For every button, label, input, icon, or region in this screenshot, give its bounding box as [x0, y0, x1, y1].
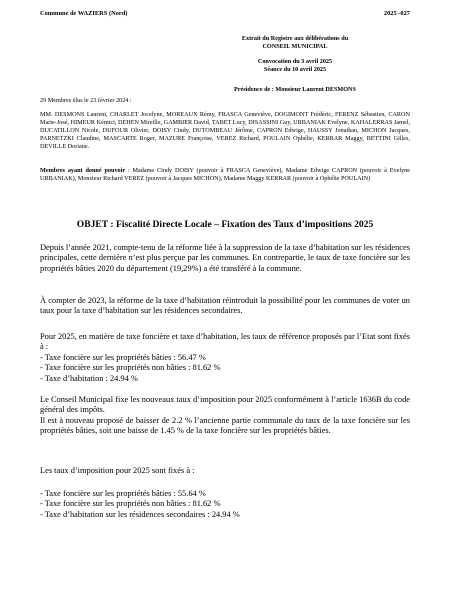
paragraph-2023 [40, 296, 410, 317]
council-decision [40, 395, 410, 437]
proxies-paragraph [40, 167, 410, 183]
registry-title-line1: Extrait du Registre aux délibérations du [241, 35, 349, 42]
fixed-rates-list [40, 489, 410, 520]
commune-header: Commune de WAZIERS (Nord) [40, 10, 128, 17]
registry-title [210, 35, 380, 50]
reference-rates [40, 332, 410, 384]
subject-title: OBJET : Fiscalité Directe Locale – Fixation des Taux d’impositions 2025 [76, 219, 374, 230]
tax-reduction-text: Il est à nouveau proposé de baisser de 2.2 % l’ancienne partie communale du taux de la taxe foncière sur les propriétés bâties, soit une baisse de 1.45 % de la taxe foncière sur les propriétés bâties. [40, 415, 410, 436]
reference-rate-item: - Taxe foncière sur les propriétés non bâties : 81.62 % [40, 363, 221, 373]
proxies-label: Membres ayant donné pouvoir [40, 167, 126, 174]
council-decision-text: Le Conseil Municipal fixe les nouveaux taux d’imposition pour 2025 conformément à l’article 1636B du code général des impôts. [40, 395, 410, 415]
proxies-text: : Madame Cindy DOISY (pouvoir à FRASCA Geneviève), Madame Edwige CAPRON (pouvoir à Evelyne URBANIAK), Monsieur Richard VEREZ (pouvoir à Jacques MICHON), Madame Maggy KERRAR (pouvoir à Ophélie POULAIN) [40, 167, 411, 182]
fixed-rate-item: - Taxe d’habitation sur les résidences secondaires : 24.94 % [40, 509, 240, 519]
presidency: Présidence de : Monsieur Laurent DESMONS [234, 86, 356, 93]
fixed-rates-intro-text: Les taux d’imposition pour 2025 sont fixés à : [40, 466, 195, 475]
deliberation-reference: 2025 -027 [383, 10, 410, 17]
reference-rate-item: - Taxe d’habitation : 24.94 % [40, 373, 138, 383]
registry-title-line2: CONSEIL MUNICIPAL [262, 42, 328, 50]
convocation-date: Convocation du 3 avril 2025 [257, 58, 333, 65]
members-count: 29 Membres élus le 23 février 2024 : [40, 97, 132, 104]
fixed-rate-item: - Taxe foncière sur les propriétés non bâties : 81.62 % [40, 499, 221, 509]
fixed-rates-intro [40, 466, 410, 476]
fixed-rate-item: - Taxe foncière sur les propriétés bâties : 55.64 % [40, 489, 206, 498]
reference-rate-item: - Taxe foncière sur les propriétés bâties : 56.47 % [40, 352, 206, 362]
paragraph-reform [40, 243, 410, 274]
meeting-dates [210, 58, 380, 73]
paragraph-reform-text: Depuis l’année 2021, compte-tenu de la réforme liée à la suppression de la taxe d’habitation sur les résidences principales, cette dernière n’est plus perçue par les communes. En contrepartie, le taux de taxe foncière sur les propriétés bâties 2020 du département (19,29%) a été transféré à la commune. [40, 243, 410, 273]
reference-rates-intro: Pour 2025, en matière de taxe foncière et taxe d’habitation, les taux de référence proposés par l’Etat sont fixés à : [40, 332, 410, 352]
paragraph-2023-text: À compter de 2023, la réforme de la taxe d’habitation réintroduit la possibilité pour les communes de voter un taux pour la taxe d’habitation sur les résidences secondaires. [40, 296, 410, 316]
members-list: MM. DESMONS Laurent, CHARLET Jocelyne, MOREAUX Rémy, FRASCA Geneviève, DOGIMONT Frédéric, FERENZ Sébastien, CARON Marie-José, HIMEUR Kémici, DEHEN Mireille, GAMBIER David, TABET Lucy, DISASSINI Guy, URBANIAK Evelyne, KAHALERRAS Jamel, DUCATILLON Nicole, DUFOUR Olivier, DOISY Cindy, DUTOMBEAU Jérôme, CAPRON Edwige, HAUSSY Jonathan, MICHON Jacques, PARNETZKI Claudine, MASCARTE Roger, MAZURE Françoise, VEREZ Richard, POULAIN Ophélie, KERRAR Maggy, BETTINI Gilles, DEVILLE Doriane. [40, 111, 410, 150]
session-date: Séance du 10 avril 2025 [263, 65, 327, 73]
